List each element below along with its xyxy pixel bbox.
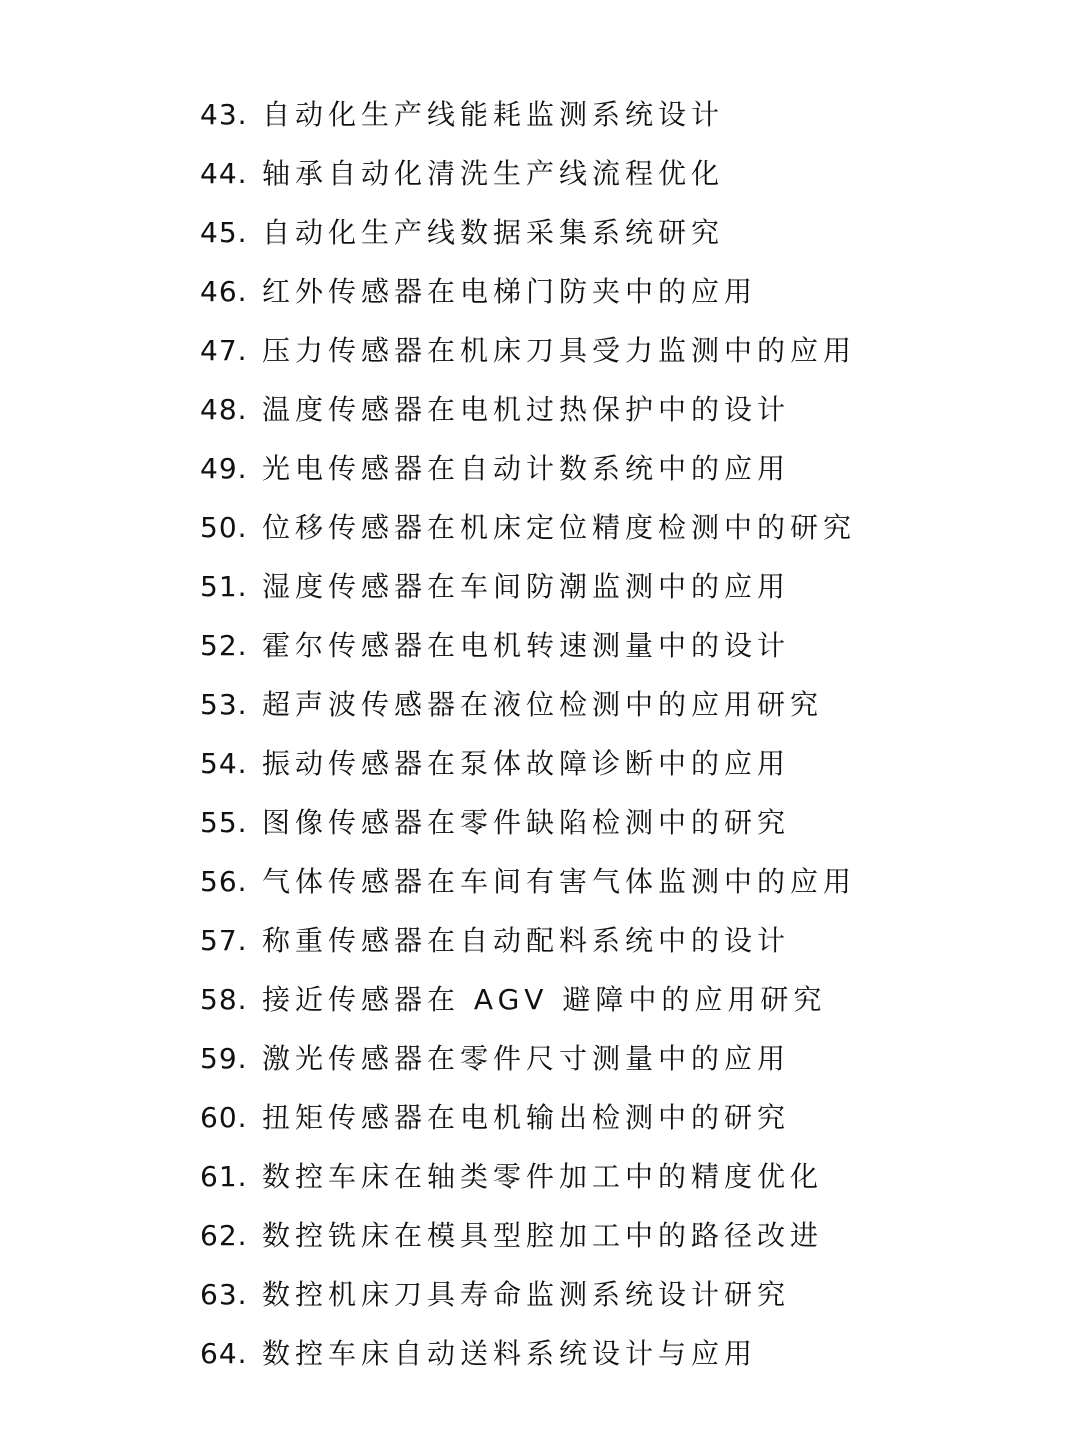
item-title: 霍尔传感器在电机转速测量中的设计 bbox=[262, 629, 791, 662]
item-number: 52. bbox=[200, 629, 248, 662]
item-title: 数控铣床在模具型腔加工中的路径改进 bbox=[262, 1219, 824, 1252]
list-item bbox=[200, 675, 856, 734]
list-item bbox=[200, 85, 856, 144]
item-number: 44. bbox=[200, 157, 248, 190]
list-item bbox=[200, 262, 856, 321]
item-title: 轴承自动化清洗生产线流程优化 bbox=[262, 157, 725, 190]
item-number: 64. bbox=[200, 1337, 248, 1370]
item-title: 扭矩传感器在电机输出检测中的研究 bbox=[262, 1101, 791, 1134]
item-number: 55. bbox=[200, 806, 248, 839]
item-title: 数控车床在轴类零件加工中的精度优化 bbox=[262, 1160, 824, 1193]
list-item bbox=[200, 1206, 856, 1265]
list-item bbox=[200, 1265, 856, 1324]
list-item bbox=[200, 1088, 856, 1147]
item-number: 46. bbox=[200, 275, 248, 308]
list-item bbox=[200, 321, 856, 380]
item-number: 62. bbox=[200, 1219, 248, 1252]
list-item bbox=[200, 439, 856, 498]
item-title: 光电传感器在自动计数系统中的应用 bbox=[262, 452, 791, 485]
item-title: 气体传感器在车间有害气体监测中的应用 bbox=[262, 865, 857, 898]
item-title: 称重传感器在自动配料系统中的设计 bbox=[262, 924, 791, 957]
item-title: 位移传感器在机床定位精度检测中的研究 bbox=[262, 511, 857, 544]
item-title: 湿度传感器在车间防潮监测中的应用 bbox=[262, 570, 791, 603]
item-title: 自动化生产线能耗监测系统设计 bbox=[262, 98, 725, 131]
item-number: 61. bbox=[200, 1160, 248, 1193]
item-number: 51. bbox=[200, 570, 248, 603]
item-title: 超声波传感器在液位检测中的应用研究 bbox=[262, 688, 824, 721]
item-title: 自动化生产线数据采集系统研究 bbox=[262, 216, 725, 249]
item-number: 58. bbox=[200, 983, 248, 1016]
item-title: 数控车床自动送料系统设计与应用 bbox=[262, 1337, 758, 1370]
item-number: 53. bbox=[200, 688, 248, 721]
item-number: 60. bbox=[200, 1101, 248, 1134]
item-number: 54. bbox=[200, 747, 248, 780]
list-item bbox=[200, 1029, 856, 1088]
list-item bbox=[200, 1324, 856, 1383]
item-title: 图像传感器在零件缺陷检测中的研究 bbox=[262, 806, 791, 839]
item-number: 48. bbox=[200, 393, 248, 426]
list-item bbox=[200, 1147, 856, 1206]
item-number: 45. bbox=[200, 216, 248, 249]
item-title: 激光传感器在零件尺寸测量中的应用 bbox=[262, 1042, 791, 1075]
item-number: 50. bbox=[200, 511, 248, 544]
topic-list bbox=[200, 85, 856, 1383]
item-title: 数控机床刀具寿命监测系统设计研究 bbox=[262, 1278, 791, 1311]
list-item bbox=[200, 203, 856, 262]
item-number: 56. bbox=[200, 865, 248, 898]
list-item bbox=[200, 970, 856, 1029]
list-item bbox=[200, 380, 856, 439]
item-title: 温度传感器在电机过热保护中的设计 bbox=[262, 393, 791, 426]
list-item bbox=[200, 616, 856, 675]
list-item bbox=[200, 911, 856, 970]
item-title: 接近传感器在 AGV 避障中的应用研究 bbox=[262, 983, 827, 1016]
list-item bbox=[200, 144, 856, 203]
list-item bbox=[200, 557, 856, 616]
list-item bbox=[200, 734, 856, 793]
item-number: 63. bbox=[200, 1278, 248, 1311]
list-item bbox=[200, 793, 856, 852]
list-item bbox=[200, 852, 856, 911]
item-number: 47. bbox=[200, 334, 248, 367]
item-number: 43. bbox=[200, 98, 248, 131]
item-number: 57. bbox=[200, 924, 248, 957]
item-number: 49. bbox=[200, 452, 248, 485]
item-title: 红外传感器在电梯门防夹中的应用 bbox=[262, 275, 758, 308]
list-item bbox=[200, 498, 856, 557]
item-number: 59. bbox=[200, 1042, 248, 1075]
item-title: 振动传感器在泵体故障诊断中的应用 bbox=[262, 747, 791, 780]
item-title: 压力传感器在机床刀具受力监测中的应用 bbox=[262, 334, 857, 367]
